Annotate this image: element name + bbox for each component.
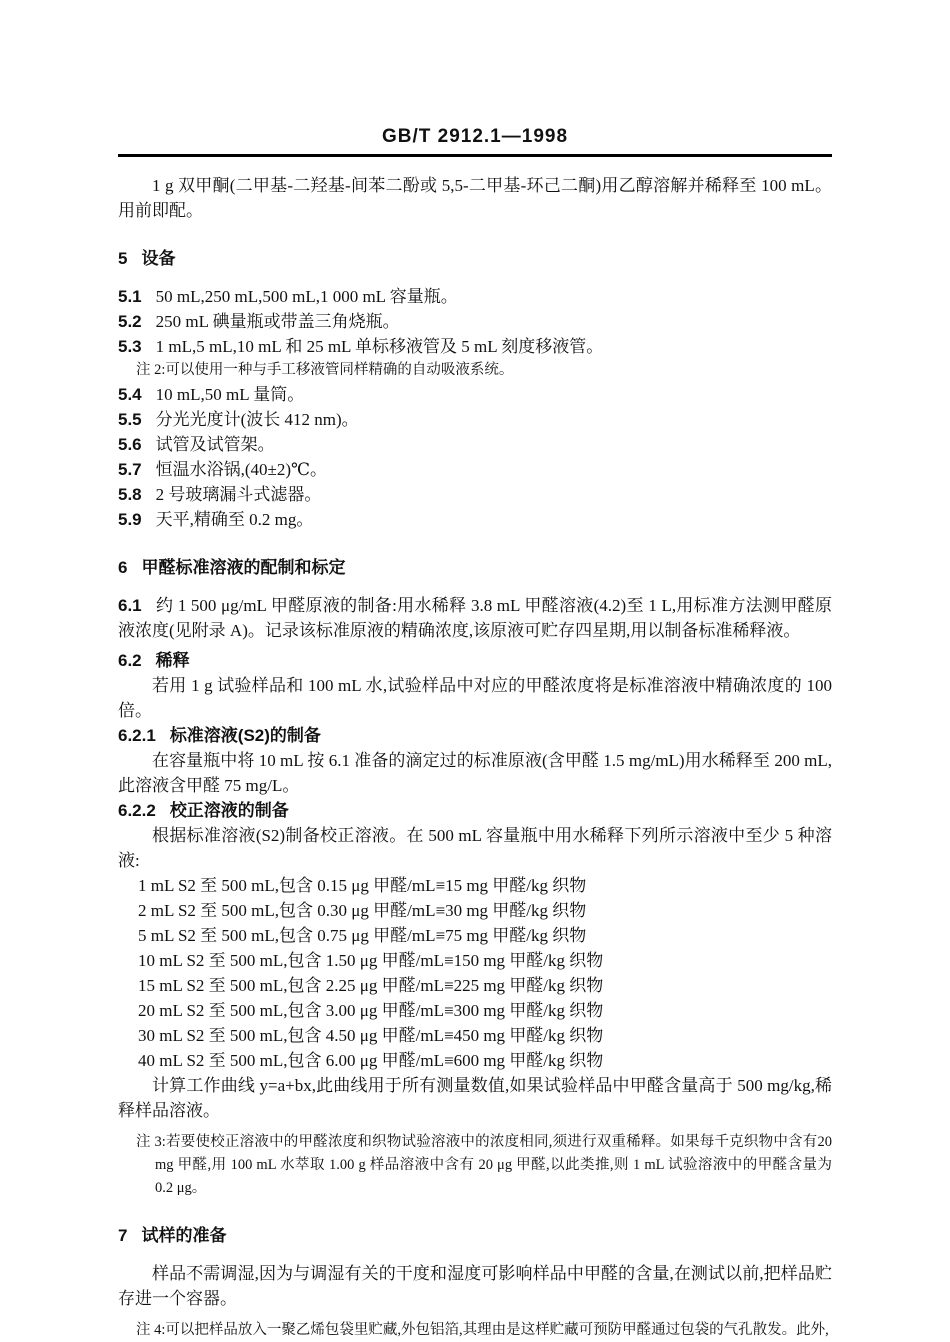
dilution-line: 2 mL S2 至 500 mL,包含 0.30 μg 甲醛/mL≡30 mg 甲醛/kg 织物 [138, 901, 587, 920]
section-title: 设备 [141, 249, 176, 268]
section-6-heading [118, 556, 832, 580]
clause-number: 5.6 [118, 435, 142, 454]
item-text: 2 号玻璃漏斗式滤器。 [155, 485, 322, 504]
equipment-item [118, 284, 832, 309]
item-text: 1 mL,5 mL,10 mL 和 25 mL 单标移液管及 5 mL 刻度移液管。 [155, 337, 604, 356]
clause-number: 7 [118, 1226, 128, 1245]
clause-number: 5.1 [118, 287, 142, 306]
clause-number: 5.5 [118, 410, 142, 429]
working-curve-paragraph: 计算工作曲线 y=a+bx,此曲线用于所有测量数值,如果试验样品中甲醛含量高于 500 mg/kg,稀释样品溶液。 [118, 1076, 832, 1120]
clause-title: 标准溶液(S2)的制备 [169, 726, 321, 745]
section-title: 试样的准备 [141, 1226, 227, 1245]
clause-number: 5.8 [118, 485, 142, 504]
note-4: 注 4:可以把样品放入一聚乙烯包袋里贮藏,外包铝箔,其理由是这样贮藏可预防甲醛通过包袋的气孔散发。此外, [136, 1322, 829, 1338]
clause-number: 5.2 [118, 312, 142, 331]
clause-6-2-1-heading [118, 723, 832, 748]
dilution-line: 20 mL S2 至 500 mL,包含 3.00 μg 甲醛/mL≡300 mg 甲醛/kg 织物 [138, 1001, 604, 1020]
section-7-heading [118, 1224, 832, 1248]
clause-text: 约 1 500 μg/mL 甲醛原液的制备:用水稀释 3.8 mL 甲醛溶液(4.2)至 1 L,用标准方法测甲醛原液浓度(见附录 A)。记录该标准原液的精确浓度,该原液可贮存四星期,用以制备标准稀释液。 [118, 596, 832, 640]
equipment-item [118, 407, 832, 432]
clause-number: 5.7 [118, 460, 142, 479]
equipment-item [118, 457, 832, 482]
clause-number: 5.4 [118, 385, 142, 404]
clause-6-1-paragraph [118, 593, 832, 643]
clause-6-2-2-heading [118, 798, 832, 823]
section-5-heading [118, 247, 832, 271]
item-text: 分光光度计(波长 412 nm)。 [155, 410, 359, 429]
dilution-line: 10 mL S2 至 500 mL,包含 1.50 μg 甲醛/mL≡150 mg 甲醛/kg 织物 [138, 951, 604, 970]
item-text: 250 mL 碘量瓶或带盖三角烧瓶。 [155, 312, 400, 331]
clause-6-2-paragraph: 若用 1 g 试验样品和 100 mL 水,试验样品中对应的甲醛浓度将是标准溶液中精确浓度的 100 倍。 [118, 676, 832, 720]
standard-number-header: GB/T 2912.1—1998 [381, 126, 569, 147]
clause-number: 6.2 [118, 651, 142, 670]
item-text: 50 mL,250 mL,500 mL,1 000 mL 容量瓶。 [155, 287, 458, 306]
clause-number: 5.9 [118, 510, 142, 529]
sample-prep-paragraph: 样品不需调湿,因为与调湿有关的干度和湿度可影响样品中甲醛的含量,在测试以前,把样品贮存进一个容器。 [118, 1264, 832, 1308]
clause-6-2-1-paragraph: 在容量瓶中将 10 mL 按 6.1 准备的滴定过的标准原液(含甲醛 1.5 mg/mL)用水稀释至 200 mL,此溶液含甲醛 75 mg/L。 [118, 751, 832, 795]
page-content [118, 126, 832, 1342]
equipment-list [118, 284, 832, 532]
equipment-item [118, 334, 832, 359]
equipment-item [118, 309, 832, 334]
equipment-item [118, 382, 832, 407]
clause-number: 6.2.2 [118, 801, 156, 820]
item-text: 恒温水浴锅,(40±2)℃。 [155, 460, 328, 479]
equipment-item [118, 507, 832, 532]
clause-number: 6 [118, 558, 128, 577]
equipment-item [118, 432, 832, 457]
item-text: 天平,精确至 0.2 mg。 [155, 510, 314, 529]
header-rule [118, 154, 832, 157]
equipment-item [118, 482, 832, 507]
intro-paragraph: 1 g 双甲酮(二甲基-二羟基-间苯二酚或 5,5-二甲基-环己二酮)用乙醇溶解并稀释至 100 mL。用前即配。 [118, 176, 832, 220]
section-title: 甲醛标准溶液的配制和标定 [141, 558, 346, 577]
clause-number: 6.1 [118, 596, 142, 615]
clause-number: 5 [118, 249, 128, 268]
clause-6-2-2-paragraph: 根据标准溶液(S2)制备校正溶液。在 500 mL 容量瓶中用水稀释下列所示溶液中至少 5 种溶液: [118, 826, 832, 870]
clause-title: 稀释 [155, 651, 190, 670]
clause-title: 校正溶液的制备 [169, 801, 289, 820]
dilution-line: 1 mL S2 至 500 mL,包含 0.15 μg 甲醛/mL≡15 mg 甲醛/kg 织物 [138, 876, 587, 895]
dilution-line: 5 mL S2 至 500 mL,包含 0.75 μg 甲醛/mL≡75 mg 甲醛/kg 织物 [138, 926, 587, 945]
clause-number: 5.3 [118, 337, 142, 356]
item-text: 10 mL,50 mL 量筒。 [155, 385, 305, 404]
note-2: 注 2:可以使用一种与手工移液管同样精确的自动吸液系统。 [136, 362, 514, 378]
dilution-line: 30 mL S2 至 500 mL,包含 4.50 μg 甲醛/mL≡450 mg 甲醛/kg 织物 [138, 1026, 604, 1045]
calibration-dilution-list [118, 873, 832, 1073]
dilution-line: 40 mL S2 至 500 mL,包含 6.00 μg 甲醛/mL≡600 mg 甲醛/kg 织物 [138, 1051, 604, 1070]
item-text: 试管及试管架。 [155, 435, 275, 454]
note-3: 注 3:若要使校正溶液中的甲醛浓度和织物试验溶液中的浓度相同,须进行双重稀释。如果每千克织物中含有20 mg 甲醛,用 100 mL 水萃取 1.00 g 样品溶液中含有 20 μg 甲醛,以此类推,则 1 mL 试验溶液中的甲醛含量为 0.2 μg。 [136, 1134, 832, 1196]
clause-6-2-heading [118, 648, 832, 673]
dilution-line: 15 mL S2 至 500 mL,包含 2.25 μg 甲醛/mL≡225 mg 甲醛/kg 织物 [138, 976, 604, 995]
clause-number: 6.2.1 [118, 726, 156, 745]
